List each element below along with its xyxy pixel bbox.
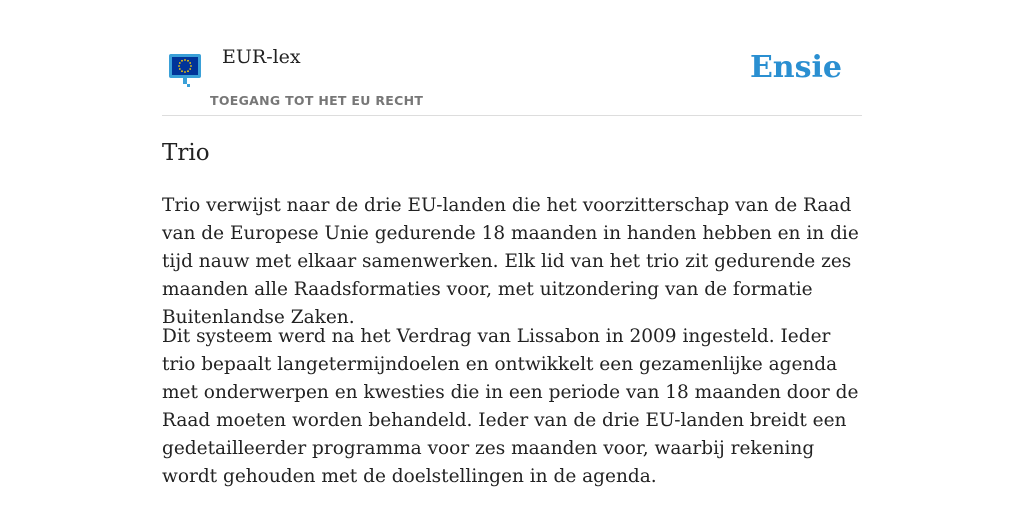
brand-logo-link[interactable]: Ensie [749,50,842,85]
header [162,0,862,116]
site-name[interactable]: EUR-lex [222,46,301,68]
article-title: Trio [162,140,210,166]
eu-flag-speech-bubble-icon [168,53,202,89]
site-subtitle: TOEGANG TOT HET EU RECHT [210,93,424,108]
article-paragraph: Trio verwijst naar de drie EU-landen die het voorzitterschap van de Raad van de Europese Unie gedurende 18 maanden in handen hebben en in die tijd nauw met elkaar samenwerken. Elk lid van het trio zit gedurende zes maanden alle Raadsformaties voor, met uitzondering van de formatie Buitenlandse Zaken. [162,195,859,328]
page [162,0,862,512]
article-paragraph: Dit systeem werd na het Verdrag van Lissabon in 2009 ingesteld. Ieder trio bepaalt langetermijndoelen en ontwikkelt een gezamenlijke agenda met onderwerpen en kwesties die in een periode van 18 maanden door de Raad moeten worden behandeld. Ieder van de drie EU-landen breidt een gedetailleerder programma voor zes maanden voor, waarbij rekening wordt gehouden met de doelstellingen in de agenda. [162,326,859,487]
